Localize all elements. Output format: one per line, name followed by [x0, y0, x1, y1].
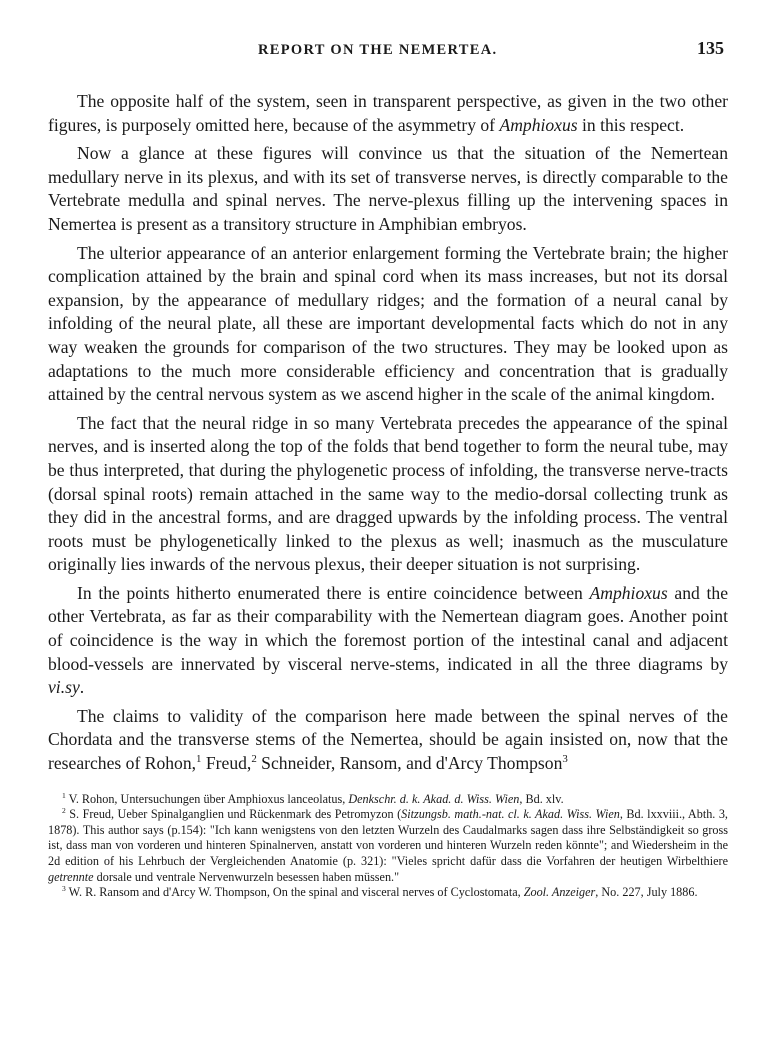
footnote-marker: 1: [196, 753, 202, 766]
text-run: W. R. Ransom and d'Arcy W. Thompson, On the spinal and visceral nerves of Cyclostomata,: [65, 885, 524, 900]
text-run: The claims to validity of the comparison here made between the spinal nerves of the Chordata and the transverse stems of the Nemertea, should be again insisted on, now that the researches of Rohon,: [48, 705, 728, 774]
footnote-marker: 1: [62, 790, 66, 800]
footnote: [48, 792, 728, 808]
text-run: In the points hitherto enumerated there is entire coincidence between: [77, 582, 590, 603]
text-run: S. Freud, Ueber Spinalganglien und Rückenmark des Petromyzon (: [65, 807, 402, 822]
footnote: [48, 885, 728, 901]
italic-text: Sitzungsb. math.-nat. cl. k. Akad. Wiss. Wien: [401, 807, 620, 822]
text-run: , Bd. xlv.: [519, 791, 564, 806]
paragraph: [48, 242, 728, 407]
footnote-marker: 3: [62, 884, 66, 894]
footnotes: [48, 792, 728, 901]
document-page: [48, 38, 728, 901]
italic-text: vi.sy: [48, 677, 80, 698]
paragraph: [48, 90, 728, 137]
text-run: in this respect.: [577, 114, 685, 135]
paragraph: [48, 582, 728, 700]
text-run: Freud,: [201, 753, 252, 774]
italic-text: Amphioxus: [499, 114, 578, 135]
italic-text: getrennte: [48, 869, 94, 884]
text-run: and the other Vertebrata, as far as their comparability with the Nemertean diagram goes. Another point of coincidence is the way in which the foremost portion of the intestinal canal and adjacent blood-vessels are innervated by visceral nerve-stems, indicated in all the three diagrams by: [48, 582, 728, 674]
italic-text: Amphioxus: [589, 582, 668, 603]
page-number: 135: [697, 38, 724, 58]
text-run: The opposite half of the system, seen in transparent perspective, as given in the two other figures, is purposely omitted here, because of the asymmetry of: [48, 91, 728, 135]
text-run: V. Rohon, Untersuchungen über Amphioxus lanceolatus,: [65, 791, 349, 806]
text-run: The fact that the neural ridge in so many Vertebrata precedes the appearance of the spinal nerves, and is inserted along the top of the folds that bend together to form the neural tube, may be thus interpreted, that during the phylogenetic process of infolding, the transverse nerve-tracts (dorsal spinal roots) remain attached in the same way to the medio-dorsal collecting trunk as they did in the ancestral forms, and are dragged upwards by the infolding process. The ventral roots must be phylogenetically linked to the plexus as well; inasmuch as the musculature originally lies inwards of the nervous plexus, their deeper situation is not surprising.: [48, 412, 728, 575]
text-run: The ulterior appearance of an anterior enlargement forming the Vertebrate brain; the higher complication attained by the brain and spinal cord when its mass increases, but not its dorsal expansion, by the appearance of medullary ridges; and the formation of a neural canal by infolding of the neural plate, all these are important developmental facts which do not in any way weaken the grounds for comparison of the two structures. They may be looked upon as adaptations to the much more considerable efficiency and concentration that is gradually attained by the central nervous system as we ascend higher in the scale of the animal kingdom.: [48, 242, 728, 405]
paragraph: [48, 412, 728, 577]
footnote-marker: 2: [62, 806, 66, 816]
italic-text: Denkschr. d. k. Akad. d. Wiss. Wien: [348, 791, 520, 806]
text-run: , Bd. lxxviii., Abth. 3, 1878). This author says (p.154): "Ich kann wenigstens von den letzten Wurzeln des Caudalmarks sagen dass ihre Selbständigkeit so gross ist, dass man von vorderen und hinteren Spinalnerven, anstatt von vorderen und hinteren Wurzeln reden könnte"; and Wiedersheim in the 2d edition of his Lehrbuch der Vergleichenden Anatomie (p. 321): "Vieles spricht dafür dass die Vorfahren der heutigen Wirbelthiere: [48, 807, 728, 868]
running-title: REPORT ON THE NEMERTEA.: [258, 42, 498, 58]
footnote-marker: 2: [251, 753, 257, 766]
paragraph: [48, 705, 728, 776]
italic-text: Zool. Anzeiger: [523, 885, 596, 900]
text-run: , No. 227, July 1886.: [595, 885, 698, 900]
text-run: Schneider, Ransom, and d'Arcy Thompson: [256, 753, 563, 774]
paragraph: [48, 142, 728, 236]
running-header: [48, 38, 728, 64]
body-text: [48, 90, 728, 776]
text-run: .: [79, 677, 85, 698]
footnote: [48, 807, 728, 885]
text-run: Now a glance at these figures will convince us that the situation of the Nemertean medullary nerve in its plexus, and with its set of transverse nerves, is directly comparable to the Vertebrate medulla and spinal nerves. The nerve-plexus filling up the intervening spaces in Nemertea is present as a transitory structure in Amphibian embryos.: [48, 143, 728, 234]
text-run: dorsale und ventrale Nervenwurzeln besessen haben müssen.": [93, 869, 400, 884]
footnote-marker: 3: [562, 753, 568, 766]
